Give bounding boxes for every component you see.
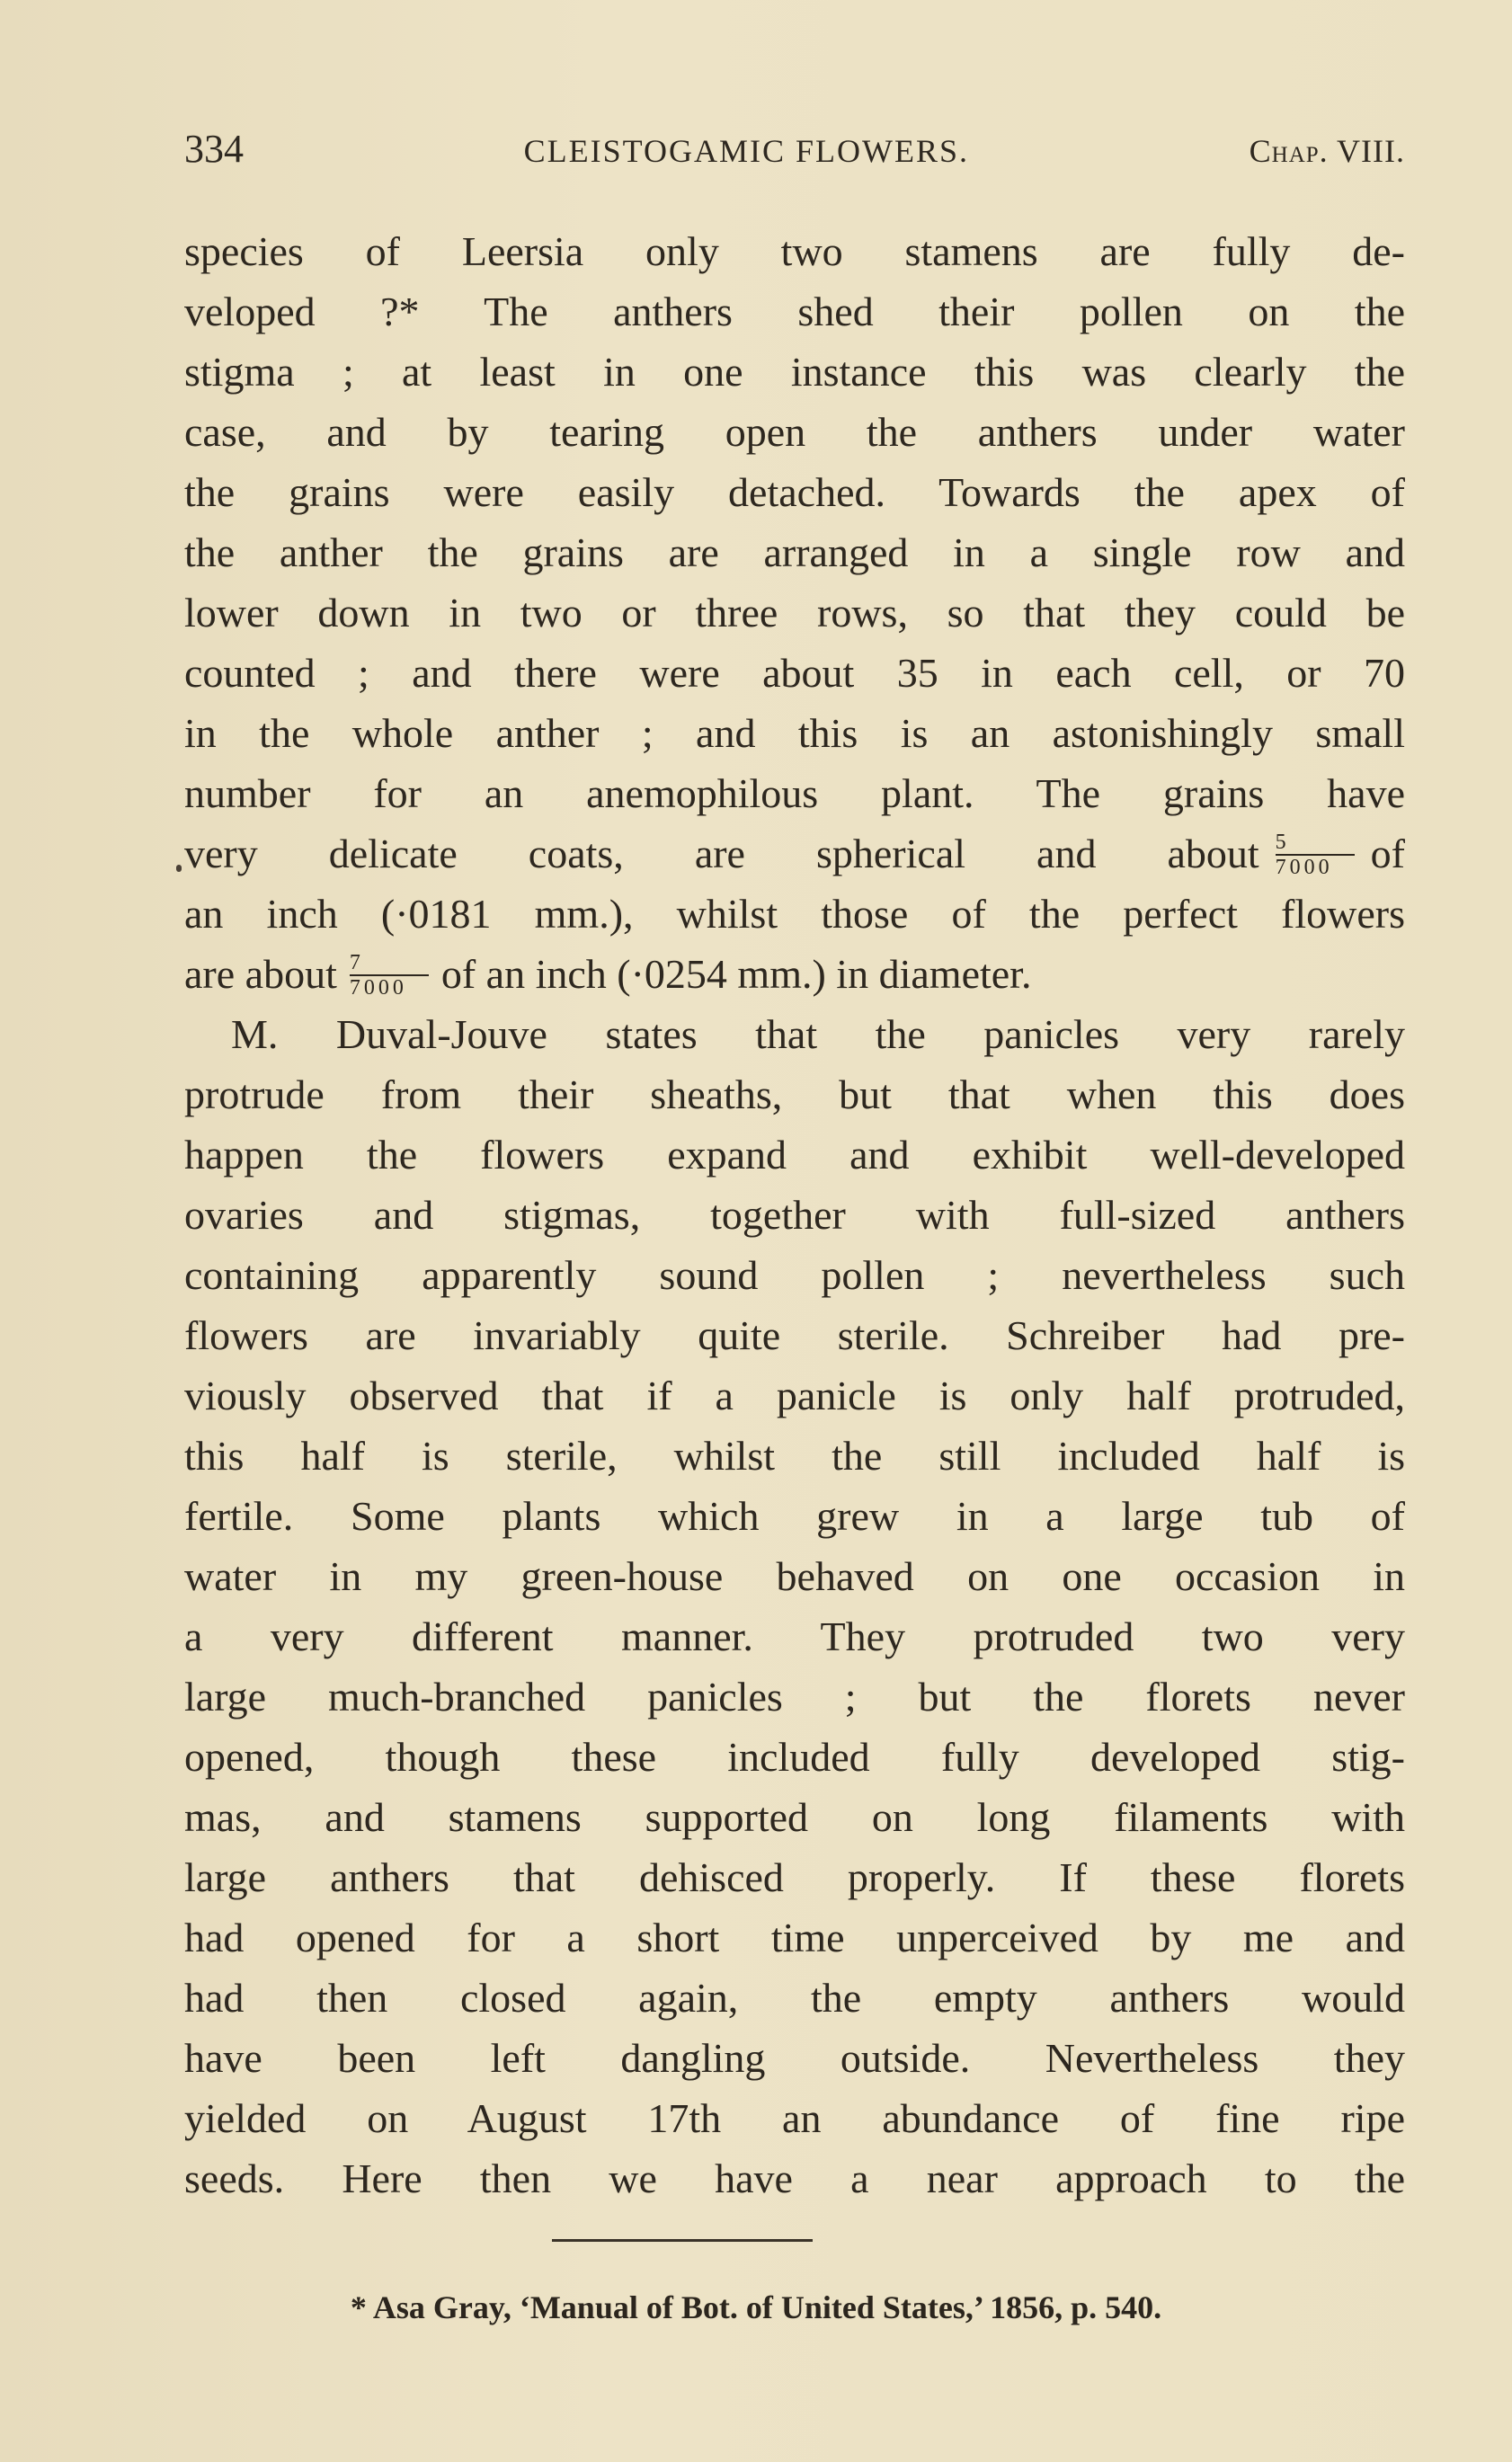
text-line: counted ; and there were about 35 in each cell, or 70 xyxy=(184,650,1405,696)
page-number: 334 xyxy=(184,127,244,171)
text-line: the anther the grains are arranged in a single row and xyxy=(184,529,1405,575)
text-line: the grains were easily detached. Towards the apex of xyxy=(184,469,1405,515)
fraction-numerator: 7 xyxy=(350,951,429,976)
text-segment: of xyxy=(1370,831,1405,876)
text-line-fraction-2 xyxy=(184,944,1405,1004)
text-line: had opened for a short time unperceived by me and xyxy=(184,1915,1405,1960)
text-line: fertile. Some plants which grew in a large tub of xyxy=(184,1493,1405,1539)
text-line: containing apparently sound pollen ; nevertheless such xyxy=(184,1252,1405,1298)
text-line: yielded on August 17th an abundance of fine ripe xyxy=(184,2095,1405,2141)
text-line: number for an anemophilous plant. The grains have xyxy=(184,770,1405,816)
text-line: stigma ; at least in one instance this was clearly the xyxy=(184,349,1405,395)
chapter-label: Chap. VIII. xyxy=(1249,133,1405,169)
text-line: large anthers that dehisced properly. If these florets xyxy=(184,1854,1405,1900)
running-header xyxy=(184,126,1405,180)
fraction-numerator: 5 xyxy=(1276,831,1355,856)
text-line: lower down in two or three rows, so that they could be xyxy=(184,590,1405,635)
text-line: protrude from their sheaths, but that when this does xyxy=(184,1071,1405,1117)
text-line: mas, and stamens supported on long filaments with xyxy=(184,1794,1405,1840)
fraction xyxy=(350,944,429,1004)
text-line: opened, though these included fully developed stig- xyxy=(184,1734,1405,1780)
text-line: in the whole anther ; and this is an astonishingly small xyxy=(184,710,1405,756)
text-line: species of Leersia only two stamens are fully de- xyxy=(184,228,1405,274)
text-line: flowers are invariably quite sterile. Schreiber had pre- xyxy=(184,1312,1405,1358)
text-segment: of an inch (·0254 mm.) in diameter. xyxy=(440,951,1032,997)
footnote-divider xyxy=(552,2239,813,2242)
text-line: have been left dangling outside. Nevertheless they xyxy=(184,2035,1405,2081)
footnote: * Asa Gray, ‘Manual of Bot. of United States,’ 1856, p. 540. xyxy=(350,2289,1162,2325)
fraction-denominator: 7000 xyxy=(1275,856,1333,879)
text-line: an inch (·0181 mm.), whilst those of the perfect flowers xyxy=(184,891,1405,937)
running-title: CLEISTOGAMIC FLOWERS. xyxy=(523,133,969,169)
text-line: a very different manner. They protruded two very xyxy=(184,1613,1405,1659)
text-line: water in my green-house behaved on one occasion in xyxy=(184,1553,1405,1599)
text-line: had then closed again, the empty anthers would xyxy=(184,1975,1405,2021)
text-line: M. Duval-Jouve states that the panicles very rarely xyxy=(231,1011,1405,1057)
margin-mark xyxy=(176,865,182,872)
text-line: happen the flowers expand and exhibit well-developed xyxy=(184,1132,1405,1178)
fraction-denominator: 7000 xyxy=(349,976,407,1000)
text-line: large much-branched panicles ; but the florets never xyxy=(184,1674,1405,1720)
text-line: ovaries and stigmas, together with full-sized anthers xyxy=(184,1192,1405,1238)
text-line: this half is sterile, whilst the still included half is xyxy=(184,1433,1405,1479)
text-line: case, and by tearing open the anthers under water xyxy=(184,409,1405,455)
body-text xyxy=(184,221,1405,2209)
text-segment: are about xyxy=(184,951,337,997)
text-line: viously observed that if a panicle is only half protruded, xyxy=(184,1373,1405,1418)
fraction xyxy=(1276,823,1355,884)
text-line: seeds. Here then we have a near approach to the xyxy=(184,2155,1405,2201)
text-line-fraction-1 xyxy=(184,823,1405,884)
text-line: veloped ?* The anthers shed their pollen on the xyxy=(184,289,1405,334)
text-segment: very delicate coats, are spherical and about xyxy=(184,831,1259,876)
